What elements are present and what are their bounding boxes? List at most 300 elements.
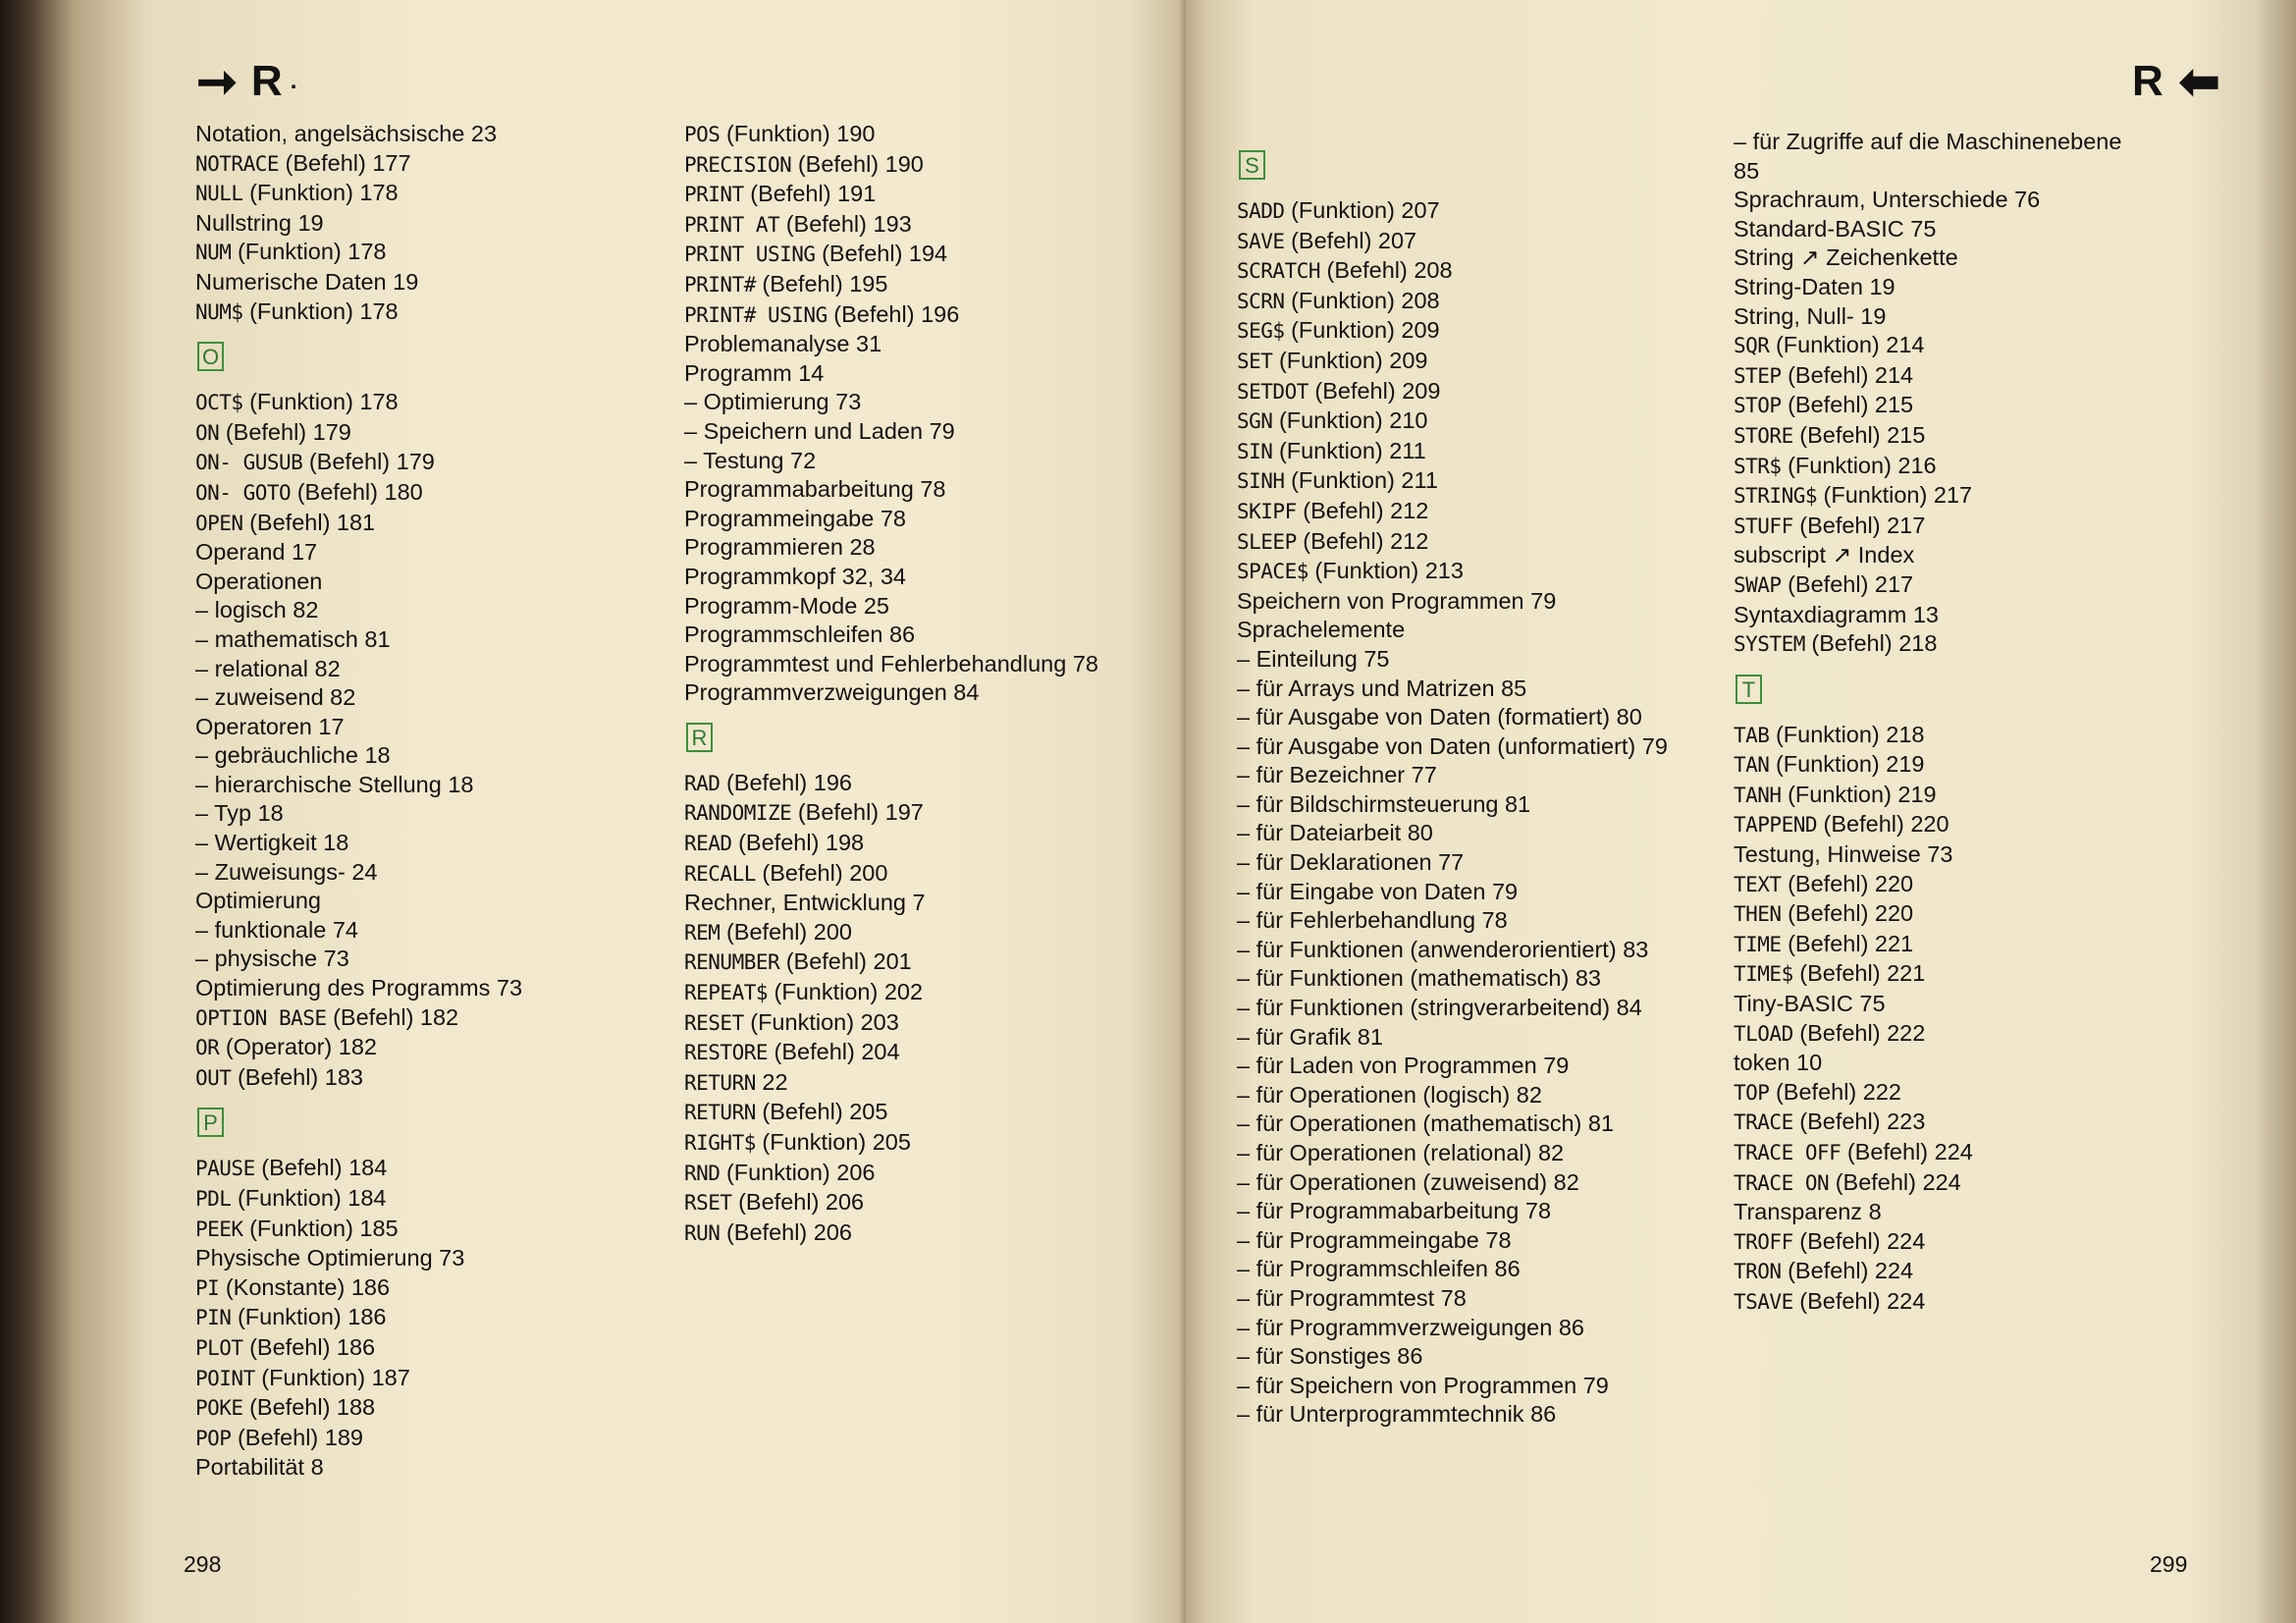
entry-type-and-page: (Funktion) 218 [1775,721,1925,747]
index-entry [1734,331,2146,361]
left-arrow-icon: ⬅ [2178,54,2220,109]
index-entry [1734,1168,2146,1199]
index-entry [195,713,627,742]
index-entry [1734,243,2146,273]
entry-term: – hierarchische Stellung [195,771,442,797]
entry-type-and-page: (Befehl) 212 [1303,527,1429,554]
entry-term: – für Funktionen (stringverarbeitend) [1237,995,1611,1021]
entry-term: PRINT# [684,272,756,297]
entry-term: String-Daten [1734,273,1863,299]
index-entry [195,238,627,268]
entry-term: OPTION BASE [195,1005,327,1030]
index-entry [684,210,1126,241]
index-entry [684,533,1126,563]
entry-type-and-page: (Befehl) 224 [1799,1287,1926,1314]
entry-term: PDL [195,1187,232,1211]
entry-page: 78 [1524,1198,1552,1224]
index-entry [684,1098,1126,1128]
entry-type-and-page: (Befehl) 206 [725,1218,852,1245]
entry-type-and-page: (Funktion) 209 [1278,347,1428,373]
entry-term: RESTORE [684,1041,769,1065]
entry-term: Problemanalyse [684,331,850,357]
entry-page: 78 [1072,650,1098,676]
entry-type-and-page: (Befehl) 179 [225,418,351,445]
index-entry [1237,645,1690,675]
entry-term: STUFF [1734,514,1793,538]
index-entry [195,149,627,180]
index-entry [195,298,627,328]
index-entry [1237,964,1690,994]
index-entry [1237,732,1690,762]
entry-page: 19 [1860,302,1887,329]
index-entry [1237,1226,1690,1256]
index-entry [684,120,1126,150]
entry-type-and-page: (Funktion) 184 [237,1185,387,1211]
index-entry [195,799,627,829]
index-entry [1237,1400,1690,1430]
index-column-3 [1237,135,1690,1430]
index-entry [1237,1314,1690,1343]
entry-term: SKIPF [1237,499,1297,523]
entry-type-and-page: (Befehl) 218 [1811,630,1938,657]
index-entry [1734,481,2146,512]
index-entry [684,180,1126,210]
entry-term: READ [684,832,732,856]
entry-type-and-page: (Funktion) 216 [1788,452,1937,478]
header-letter: R [2132,57,2163,105]
entry-type-and-page: (Befehl) 191 [750,181,877,207]
entry-type-and-page: (Funktion) 214 [1775,332,1925,358]
entry-page: 84 [953,679,980,706]
entry-term: – für Unterprogrammtechnik [1237,1401,1524,1428]
index-entry [684,1128,1126,1159]
entry-page: 76 [2014,187,2041,213]
entry-term: ON- GUSUB [195,451,303,475]
index-entry [1237,437,1690,467]
page-number-left: 298 [184,1551,222,1577]
entry-page: 7 [912,890,926,916]
entry-term: Testung, Hinweise [1734,841,1921,868]
entry-term: – Typ [195,800,252,827]
entry-type-and-page: (Befehl) 221 [1799,960,1926,987]
entry-term: NUM [195,241,232,265]
entry-term: TANH [1734,783,1782,807]
index-entry [195,683,627,713]
entry-type-and-page: (Funktion) 203 [750,1008,899,1035]
index-entry [195,655,627,684]
index-entry [1734,810,2146,840]
entry-page: 73 [439,1245,465,1271]
index-entry [1734,1049,2146,1078]
index-entry [195,120,627,149]
entry-page: 81 [1357,1023,1383,1050]
entry-term: String ↗ Zeichenkette [1734,244,1958,271]
entry-page: 86 [1494,1256,1521,1282]
index-entry [1237,466,1690,497]
entry-page: 73 [496,975,523,1001]
index-entry [195,418,627,449]
entry-page: 74 [332,916,358,943]
entry-term: – für Speichern von Programmen [1237,1372,1577,1398]
entry-type-and-page: (Befehl) 220 [1788,870,1914,896]
index-entry [1734,215,2146,244]
index-entry [1734,959,2146,990]
index-entry [195,887,627,916]
index-entry [195,1033,627,1063]
index-entry [1734,601,2146,630]
index-entry [684,563,1126,592]
index-entry [684,240,1126,270]
index-entry [195,1453,627,1483]
entry-type-and-page: (Befehl) 183 [237,1063,363,1090]
entry-term: – Optimierung [684,389,829,415]
entry-type-and-page: (Befehl) 180 [296,478,423,505]
index-entry [195,568,627,597]
index-entry [195,1244,627,1273]
index-entry [1237,287,1690,317]
entry-term: SYSTEM [1734,632,1805,657]
entry-term: TLOAD [1734,1021,1793,1046]
index-entry [684,829,1126,859]
entry-type-and-page: (Befehl) 221 [1788,930,1914,956]
entry-term: TIME$ [1734,962,1793,987]
index-entry [1237,406,1690,437]
entry-term: – für Programmabarbeitung [1237,1198,1520,1224]
entry-term: token [1734,1050,1790,1076]
entry-term: Programmtest und Fehlerbehandlung [684,650,1067,676]
entry-page: 77 [1438,849,1465,876]
entry-type-and-page: (Befehl) 193 [785,210,912,237]
index-entry [684,330,1126,359]
entry-page: 19 [1869,273,1896,299]
index-entry [195,509,627,539]
entry-type-and-page: (Befehl) 212 [1303,497,1429,523]
entry-term: TAN [1734,753,1770,778]
index-entry [1237,790,1690,820]
entry-term: PRINT USING [684,243,816,267]
index-entry [1237,227,1690,257]
entry-page: 84 [1616,995,1642,1021]
index-entry [1734,186,2146,215]
entry-term: STRING$ [1734,484,1818,509]
section-letter-t: T [1735,675,1762,704]
entry-page: 28 [849,534,876,561]
index-entry [684,359,1126,389]
entry-page: 80 [1616,704,1642,730]
entry-term: OPEN [195,511,243,535]
index-entry [684,1218,1126,1249]
index-entry [1734,781,2146,811]
index-entry [195,209,627,239]
entry-term: TRACE [1734,1110,1793,1135]
index-entry [1237,256,1690,287]
entry-type-and-page: (Befehl) 196 [833,300,960,327]
entry-type-and-page: (Funktion) 190 [725,121,876,146]
entry-term: SPACE$ [1237,560,1308,584]
entry-type-and-page: (Befehl) 177 [285,149,411,176]
entry-term: PEEK [195,1217,243,1241]
index-entry [684,859,1126,890]
index-entry [1734,1078,2146,1109]
entry-term: – für Funktionen (anwenderorientiert) [1237,936,1617,962]
index-entry [684,947,1126,978]
index-column-1 [195,120,627,1483]
index-entry [1237,1109,1690,1139]
entry-type-and-page: (Funktion) 186 [237,1304,387,1330]
index-entry [195,771,627,800]
entry-type-and-page: (Funktion) 209 [1291,317,1440,344]
entry-term: TAB [1734,723,1770,747]
entry-term: – für Programmschleifen [1237,1256,1488,1282]
right-page [1186,0,2296,1623]
entry-term: Notation, angelsächsische [195,121,465,146]
index-entry [684,300,1126,331]
index-entry [1237,703,1690,732]
entry-page: 79 [929,417,955,444]
entry-type-and-page: (Funktion) 217 [1823,482,1973,509]
index-entry [1237,761,1690,790]
entry-type-and-page: (Befehl) 215 [1788,392,1914,418]
index-entry [1237,819,1690,848]
entry-term: – für Programmeingabe [1237,1226,1479,1253]
index-entry [1237,1168,1690,1198]
index-entry [1237,994,1690,1023]
entry-term: SQR [1734,334,1770,358]
entry-term: Operationen [195,568,323,594]
index-entry [195,596,627,625]
index-entry [1734,870,2146,900]
entry-type-and-page: (Funktion) 178 [249,389,399,415]
entry-term: Programmeingabe [684,505,875,531]
entry-page: 75 [1363,645,1390,672]
index-entry [1237,1372,1690,1401]
entry-page: 82 [1553,1168,1579,1195]
entry-page: 17 [291,539,318,566]
entry-term: – für Arrays und Matrizen [1237,675,1495,701]
page-number-right: 299 [2150,1551,2188,1577]
entry-type-and-page: (Funktion) 187 [261,1364,410,1390]
section-letter-p: P [197,1108,224,1137]
entry-term: TRACE OFF [1734,1141,1842,1164]
entry-term: – für Programmtest [1237,1284,1435,1311]
entry-type-and-page: (Befehl) 215 [1799,421,1926,448]
index-entry [195,538,627,568]
entry-term: SINH [1237,469,1285,494]
index-entry [195,268,627,298]
index-entry [684,270,1126,300]
entry-term: – für Grafik [1237,1023,1352,1050]
entry-page: 10 [1796,1050,1823,1076]
entry-type-and-page: (Befehl) 206 [738,1189,865,1216]
entry-term: RIGHT$ [684,1131,756,1155]
right-arrow-icon: ➞ [196,54,238,109]
entry-term: POS [684,123,721,146]
entry-term: – für Ausgabe von Daten (unformatiert) [1237,732,1636,759]
entry-type-and-page: (Befehl) 222 [1775,1078,1901,1105]
entry-term: STR$ [1734,454,1782,478]
entry-term: – zuweisend [195,684,324,711]
entry-term: NOTRACE [195,151,280,176]
entry-type-and-page: (Befehl) 194 [822,241,948,267]
index-entry [195,916,627,946]
entry-type-and-page: (Funktion) 178 [237,239,387,265]
entry-term: PRECISION [684,152,792,177]
index-entry [195,1215,627,1245]
entry-page: 8 [1868,1199,1882,1225]
entry-term: String, Null- [1734,302,1854,329]
entry-page: 18 [364,742,391,769]
index-entry [1237,1139,1690,1168]
index-entry [1734,1019,2146,1050]
index-entry [1237,616,1690,645]
index-entry [684,621,1126,650]
entry-page: 79 [1641,732,1668,759]
entry-term: Programmverzweigungen [684,679,947,706]
entry-page: 82 [1537,1140,1565,1165]
entry-term: RANDOMIZE [684,801,792,826]
entry-page: 79 [1582,1372,1609,1398]
entry-term: – für Bildschirmsteuerung [1237,790,1499,817]
entry-type-and-page: (Konstante) 186 [225,1273,391,1300]
entry-page: 82 [293,597,319,623]
index-entry [195,1424,627,1454]
entry-type-and-page: (Befehl) 195 [762,270,888,297]
index-entry [1237,527,1690,558]
entry-page: 73 [835,389,862,415]
entry-type-and-page: 22 [762,1068,788,1095]
entry-term: RETURN [684,1101,756,1125]
entry-type-and-page: (Befehl) 208 [1326,257,1453,284]
entry-type-and-page: (Befehl) 197 [797,799,924,826]
index-entry [1734,1198,2146,1227]
entry-term: TEXT [1734,872,1782,896]
entry-type-and-page: (Befehl) 186 [249,1333,376,1360]
entry-page: 86 [1530,1401,1557,1428]
entry-page: 14 [798,359,825,386]
index-entry [1237,377,1690,407]
entry-term: TIME [1734,932,1782,956]
entry-term: PRINT# USING [684,302,828,327]
entry-type-and-page: (Funktion) 178 [249,298,399,324]
entry-term: OCT$ [195,391,243,415]
entry-term: – Einteilung [1237,645,1358,672]
entry-term: POKE [195,1396,243,1421]
entry-term: NUM$ [195,299,243,324]
entry-term: – Wertigkeit [195,830,317,856]
index-entry [1734,629,2146,660]
index-entry [1734,1138,2146,1168]
index-entry [684,1038,1126,1068]
entry-term: SCRN [1237,289,1285,313]
entry-type-and-page: (Befehl) 224 [1799,1227,1926,1254]
index-entry [195,945,627,974]
index-entry [195,1184,627,1215]
entry-type-and-page: (Befehl) 200 [762,859,888,886]
entry-type-and-page: (Funktion) 178 [249,180,399,206]
index-entry [195,1303,627,1333]
entry-type-and-page: (Funktion) 202 [774,979,924,1005]
entry-term: SWAP [1734,572,1782,597]
entry-type-and-page: (Befehl) 198 [738,830,865,856]
entry-term: Operand [195,539,286,566]
entry-page: 13 [1912,601,1939,627]
entry-page: 78 [920,476,946,503]
entry-term: – Testung [684,447,784,473]
entry-type-and-page: (Befehl) 209 [1314,377,1441,404]
entry-term: subscript ↗ Index [1734,542,1915,568]
index-entry [684,1068,1126,1099]
index-entry [684,505,1126,534]
entry-term: STOP [1734,394,1782,418]
entry-term: PRINT AT [684,212,780,237]
index-entry [684,678,1126,708]
right-page-header [2132,54,2220,109]
index-entry [1237,196,1690,227]
left-page-header [196,54,297,109]
index-entry [684,1159,1126,1189]
entry-term: PRINT [684,183,744,207]
entry-term: SETDOT [1237,379,1308,404]
entry-type-and-page: (Funktion) 205 [762,1129,911,1155]
entry-term: SGN [1237,409,1273,434]
index-entry [195,1393,627,1424]
entry-term: Programmschleifen [684,622,883,648]
entry-term: Speichern von Programmen [1237,587,1524,614]
entry-term: – funktionale [195,916,327,943]
entry-term: – für Deklarationen [1237,849,1432,876]
entry-page: 31 [856,331,882,357]
index-entry [1734,1257,2146,1287]
entry-term: SET [1237,349,1273,373]
entry-page: 81 [1504,790,1531,817]
entry-page: 78 [880,505,906,531]
entry-term: – für Fehlerbehandlung [1237,907,1476,934]
entry-term: – für Dateiarbeit [1237,820,1402,846]
entry-type-and-page: (Befehl) 220 [1823,811,1949,838]
header-dot: . [290,68,297,94]
index-entry [195,1154,627,1184]
index-entry [195,625,627,655]
entry-type-and-page: (Befehl) 224 [1788,1258,1914,1284]
entry-term: – für Sonstiges [1237,1343,1391,1370]
index-entry [1734,899,2146,930]
entry-page: 82 [330,684,356,711]
entry-term: Programm [684,359,792,386]
entry-term: PLOT [195,1335,243,1360]
entry-term: TROFF [1734,1229,1793,1254]
entry-term: – für Zugriffe auf die Maschinenebene [1734,129,2122,154]
entry-type-and-page: (Befehl) 182 [333,1003,459,1030]
index-column-4 [1734,128,2146,1318]
index-entry [1237,906,1690,936]
entry-page: 75 [1910,215,1937,242]
entry-term: Sprachelemente [1237,617,1406,643]
entry-term: Optimierung des Programms [195,975,491,1001]
entry-term: PIN [195,1306,232,1330]
entry-page: 72 [790,447,817,473]
index-entry [1734,1227,2146,1258]
entry-term: THEN [1734,902,1782,927]
entry-page: 79 [1491,878,1519,904]
index-entry [684,978,1126,1008]
entry-type-and-page: (Funktion) 208 [1291,287,1440,313]
entry-type-and-page: (Befehl) 189 [237,1424,363,1450]
entry-term: Programmieren [684,534,843,561]
index-entry [195,1003,627,1034]
index-entry [1734,840,2146,870]
entry-term: Numerische Daten [195,268,387,295]
index-entry [1237,675,1690,704]
